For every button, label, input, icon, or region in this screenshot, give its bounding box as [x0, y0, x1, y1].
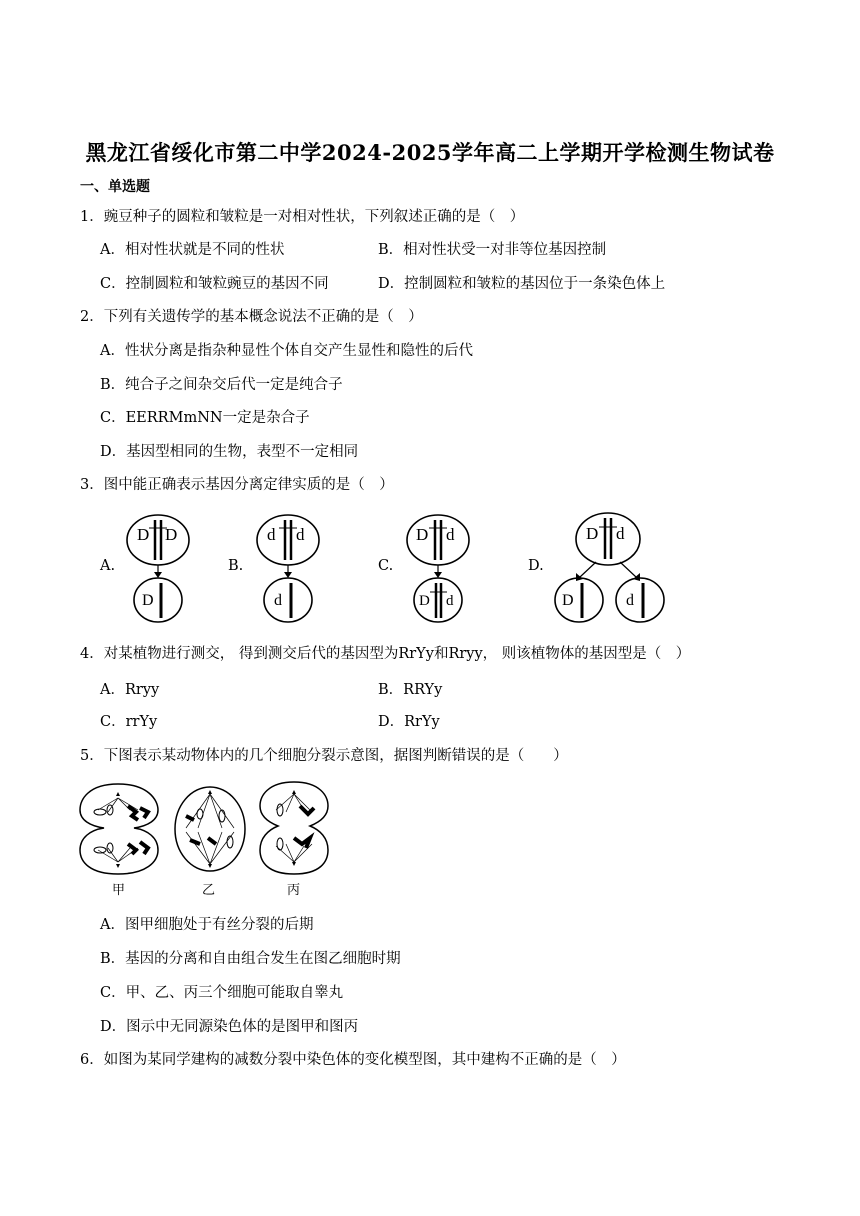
question-4-option-c: C．rrYy [100, 714, 158, 730]
question-3-stem: 3．图中能正确表示基因分离定律实质的是（ ） [80, 477, 394, 493]
question-3-option-d: D. [528, 558, 544, 574]
cell-bing-diagram [256, 780, 332, 876]
question-6-stem: 6．如图为某同学建构的减数分裂中染色体的变化模型图，其中建构不正确的是（ ） [80, 1052, 626, 1068]
question-1-stem: 1．豌豆种子的圆粒和皱粒是一对相对性状，下列叙述正确的是（ ） [80, 209, 525, 225]
question-3-option-b: B. [228, 558, 244, 574]
question-5-stem: 5．下图表示某动物体内的几个细胞分裂示意图，据图判断错误的是（ ） [80, 748, 568, 764]
figure-c-gene-bottom-right: d [446, 593, 454, 609]
question-1-option-a: A．相对性状就是不同的性状 [100, 242, 285, 258]
figure-c-gene-bottom-left: D [419, 593, 430, 609]
figure-b-gene-bottom: d [274, 592, 282, 609]
figure-a-diagram [120, 510, 200, 625]
cell-yi-caption: 乙 [202, 883, 216, 898]
figure-a-gene-right: D [165, 525, 178, 544]
figure-d-gene-right: d [616, 524, 625, 543]
figure-c-gene-right: d [446, 525, 455, 544]
figure-b-gene-left: d [267, 525, 276, 544]
question-4-option-d: D．RrYy [378, 714, 440, 730]
section-heading: 一、单选题 [80, 179, 150, 195]
question-5-option-d: D．图示中无同源染色体的是图甲和图丙 [100, 1019, 359, 1035]
figure-d-gene-bottom-right: d [626, 592, 634, 609]
question-3-option-a: A. [100, 558, 116, 574]
figure-d-diagram [552, 507, 672, 627]
question-2-option-a: A．性状分离是指杂种显性个体自交产生显性和隐性的后代 [100, 343, 473, 359]
figure-a-gene-bottom: D [142, 592, 154, 609]
figure-a-gene-left: D [137, 525, 150, 544]
figure-b-gene-right: d [296, 525, 305, 544]
figure-c-diagram [400, 510, 480, 625]
page-title: 黑龙江省绥化市第二中学2024-2025学年高二上学期开学检测生物试卷 [85, 140, 775, 165]
question-4-option-a: A．Rryy [100, 682, 160, 698]
question-4-stem: 4．对某植物进行测交， 得到测交后代的基因型为RrYy和Rryy， 则该植物体的基因型是（ ） [80, 646, 691, 662]
question-5-option-a: A．图甲细胞处于有丝分裂的后期 [100, 917, 314, 933]
question-2-option-c: C．EERRMmNN一定是杂合子 [100, 410, 310, 426]
question-2-option-d: D．基因型相同的生物，表型不一定相同 [100, 444, 359, 460]
question-1-option-d: D．控制圆粒和皱粒的基因位于一条染色体上 [378, 276, 666, 292]
cell-jia-caption: 甲 [112, 883, 126, 898]
question-3-option-c: C. [378, 558, 394, 574]
figure-b-diagram [250, 510, 330, 625]
question-5-option-c: C．甲、乙、丙三个细胞可能取自睾丸 [100, 985, 344, 1001]
question-4-option-b: B．RRYy [378, 682, 443, 698]
cell-jia-diagram [78, 782, 162, 876]
question-2-option-b: B．纯合子之间杂交后代一定是纯合子 [100, 377, 343, 393]
figure-c-gene-left: D [416, 525, 429, 544]
question-5-option-b: B．基因的分离和自由组合发生在图乙细胞时期 [100, 951, 401, 967]
question-2-stem: 2．下列有关遗传学的基本概念说法不正确的是（ ） [80, 309, 423, 325]
question-1-option-b: B．相对性状受一对非等位基因控制 [378, 242, 607, 258]
cell-yi-diagram [172, 784, 248, 874]
figure-d-gene-bottom-left: D [562, 592, 574, 609]
figure-d-gene-left: D [586, 524, 599, 543]
question-1-option-c: C．控制圆粒和皱粒豌豆的基因不同 [100, 276, 329, 292]
cell-bing-caption: 丙 [287, 883, 301, 898]
